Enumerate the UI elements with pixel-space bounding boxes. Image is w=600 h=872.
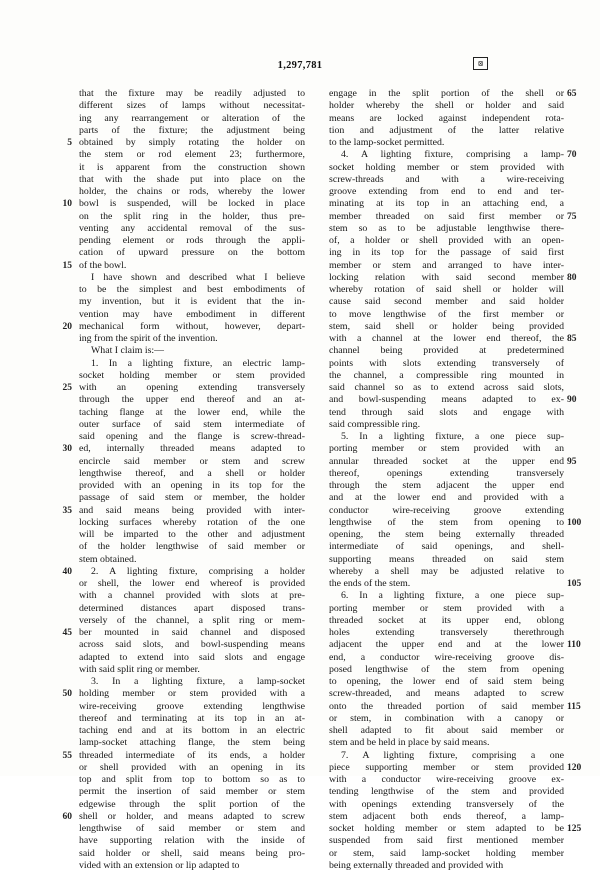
text-line: taching end and at its bottom in an electric (79, 725, 305, 736)
text-line: mechanical form without, however, depart- (79, 320, 305, 332)
line-number: 30 (62, 444, 72, 455)
text-line: and bowl-suspending means adapted to ex- (329, 394, 564, 406)
text-line: threaded socket at its upper end, oblong (329, 614, 564, 626)
text-line: stem obtained. (79, 553, 137, 565)
line-number: 65 (567, 89, 577, 99)
text-line: versely of the channel, a split ring or mem- (79, 614, 305, 626)
text-line: annular threaded socket at the upper end (329, 455, 564, 467)
text-line: channel being provided at predetermined (329, 345, 564, 357)
line-number: 45 (62, 628, 72, 638)
text-line: means are locked against independent rota- (329, 112, 564, 124)
text-line: wire-receiving groove extending lengthwise (79, 700, 305, 712)
text-line: permit the insertion of said member or stem (79, 786, 305, 798)
line-number: 25 (62, 383, 72, 393)
line-number: 20 (62, 321, 72, 332)
text-line: with a channel provided with slots at pre- (79, 590, 305, 602)
text-line: the stem or rod element 23; furthermore, (79, 149, 305, 161)
text-line: opening, the stem being externally threaded (329, 529, 564, 540)
line-number: 10 (62, 199, 72, 210)
text-line: with said split ring or member. (79, 663, 200, 675)
text-line: will be imparted to the other and adjustment (79, 529, 305, 540)
text-line: have supporting relation with the inside of (79, 835, 305, 847)
text-line: holding member or stem provided with a (79, 688, 305, 700)
text-line: my invention, but it is evident that the in- (79, 296, 305, 308)
line-number: 40 (62, 566, 72, 577)
text-line: cause said second member and said holder (329, 296, 564, 308)
line-number: 90 (567, 395, 577, 406)
text-line: holder, the chains or rods, whereby the lower (79, 186, 305, 197)
text-line: said holder or shell, said means being pro- (79, 847, 305, 859)
text-line: piece supporting member or stem provided (329, 761, 564, 773)
text-line: through the stem adjacent the upper end (329, 480, 564, 491)
line-number: 55 (62, 750, 72, 761)
text-line: thereof and terminating at its top in an at- (79, 712, 305, 724)
text-line: porting member or stem provided with a (329, 602, 564, 614)
text-line: socket holding member or stem provided with (329, 161, 564, 173)
text-line: bowl is suspended, will be locked in place (79, 198, 305, 210)
text-line: adjacent the upper end and at the lower (329, 639, 564, 651)
text-line: socket holding member or stem provided (79, 369, 305, 381)
text-line: edgewise through the split portion of the (79, 798, 305, 810)
line-number: 75 (567, 211, 577, 222)
text-line: thereof, openings extending transversely (329, 467, 564, 479)
text-line: stem and be held in place by said means. (329, 737, 490, 749)
text-line: or shell, the lower end whereof is provided (79, 578, 305, 589)
text-line: 5. In a lighting fixture, a one piece sup- (341, 431, 564, 442)
text-line: posed lengthwise of the stem from opening (329, 663, 564, 675)
text-line: on the split ring in the holder, thus pre- (79, 210, 305, 222)
text-line: to move lengthwise of the first member or (329, 308, 564, 320)
text-line: lengthwise of said member or stem and (79, 823, 305, 834)
text-line: outer surface of said stem intermediate of (79, 418, 305, 430)
text-line: screw-threaded, and means adapted to screw (329, 688, 564, 700)
line-number: 105 (567, 579, 582, 589)
text-line: with an opening extending transversely (79, 382, 305, 393)
text-line: stem so as to be adjustable lengthwise there- (329, 222, 564, 234)
line-number: 110 (567, 640, 581, 651)
text-line: or stem, in combination with a canopy or (329, 712, 564, 724)
text-line: engage in the split portion of the shell or (329, 88, 564, 99)
text-line: parts of the fixture; the adjustment being (79, 124, 305, 136)
text-line: minating at its top in an attaching end, a (329, 198, 564, 210)
text-line: lengthwise thereof, and a shell or holder (79, 467, 305, 479)
text-line: threaded intermediate of its ends, a holder (79, 749, 305, 761)
text-line: 6. In a lighting fixture, a one piece sup- (341, 590, 564, 602)
line-number: 5 (67, 138, 72, 148)
text-line: of the bowl. (79, 259, 127, 271)
text-line: whereby a shell may be adjusted relative to (329, 565, 564, 577)
text-line: adapted to extend into said slots and engage (79, 651, 305, 663)
line-number: 100 (567, 517, 582, 528)
text-line: ber mounted in said channel and disposed (79, 627, 305, 638)
text-line: end, a conductor wire-receiving groove dis- (329, 651, 564, 663)
text-line: of, a holder or shell provided with an open- (329, 235, 564, 246)
text-line: ing from the spirit of the invention. (79, 333, 218, 344)
text-line: obtained by simply rotating the holder on (79, 137, 305, 148)
text-line: vention may have embodiment in different (79, 308, 305, 320)
text-line: being externally threaded and provided with (329, 859, 504, 871)
text-line: to opening, the lower end of said stem being (329, 676, 564, 687)
right-text-column (329, 88, 564, 872)
text-line: locking surfaces whereby rotation of the one (79, 516, 305, 528)
text-line: pending element or rods through the appli- (79, 235, 305, 246)
text-line: shell adapted to fit about said member or (329, 725, 564, 736)
text-line: stem adjacent both ends thereof, a lamp- (329, 810, 564, 822)
text-line: socket holding member or stem adapted to be (329, 823, 564, 834)
left-text-column (79, 88, 305, 872)
line-number: 15 (62, 260, 72, 271)
text-line: it is apparent from the construction shown (79, 161, 305, 173)
text-line: 3. In a lighting fixture, a lamp-socket (91, 676, 305, 687)
text-line: cation of upward pressure on the bottom (79, 247, 305, 259)
text-line: tend through said slots and engage with (329, 406, 564, 418)
text-line: member or stem and arranged to have inter- (329, 259, 564, 271)
text-line: locking relation with said second member (329, 271, 564, 283)
line-number: 80 (567, 272, 577, 283)
line-number: 85 (567, 334, 577, 344)
text-line: holes extending transversely therethrough (329, 627, 564, 638)
text-line: the ends of the stem. (329, 578, 411, 589)
text-line: with openings extending transversely of the (329, 798, 564, 810)
text-line: suspended from said first mentioned member (329, 835, 564, 847)
text-line: top and split from top to bottom so as to (79, 774, 305, 785)
text-line: provided with an opening in its top for the (79, 480, 305, 491)
text-line: said channel so as to extend across said slots, (329, 382, 564, 393)
text-line: shell or holder, and means adapted to screw (79, 810, 305, 822)
text-line: and said means being provided with inter- (79, 504, 305, 516)
text-line: groove extending from end to end and ter- (329, 186, 564, 197)
text-line: stem, said shell or holder being provided (329, 320, 564, 332)
text-line: to be the simplest and best embodiments of (79, 284, 305, 295)
line-number: 125 (567, 824, 582, 834)
text-line: the channel, a compressible ring mounted in (329, 369, 564, 381)
text-line: to the lamp-socket permitted. (329, 137, 445, 148)
text-line: of the holder lengthwise of said member or (79, 541, 305, 553)
text-line: lengthwise of the stem from opening to (329, 516, 564, 528)
text-line: said opening and the flange is screw-thread- (79, 431, 305, 442)
text-line: through the upper end thereof and an at- (79, 394, 305, 406)
text-line: said compressible ring. (329, 418, 421, 430)
text-line: passage of said stem or member, the holder (79, 492, 305, 504)
text-line: venting any accidental removal of the sus- (79, 222, 305, 234)
text-line: 2. A lighting fixture, comprising a holder (91, 565, 305, 577)
line-number: 70 (567, 150, 577, 161)
text-line: lamp-socket attaching flange, the stem being (79, 737, 305, 749)
text-line: encircle said member or stem and screw (79, 455, 305, 467)
text-line: across said slots, and bowl-suspending means (79, 639, 305, 651)
text-line: 4. A lighting fixture, comprising a lamp- (341, 149, 564, 161)
text-line: conductor wire-receiving groove extending (329, 504, 564, 516)
text-line: taching flange at the lower end, while the (79, 406, 305, 418)
line-number: 35 (62, 505, 72, 516)
text-line: or shell provided with an opening in its (79, 761, 305, 773)
text-line: determined distances apart disposed trans- (79, 602, 305, 614)
text-line: screw-threads and with a wire-receiving (329, 173, 564, 185)
text-line: intermediate of said openings, and shell- (329, 541, 564, 553)
text-line: holder whereby the shell or holder and said (329, 100, 564, 112)
text-line: vided with an extension or lip adapted to (79, 859, 240, 871)
text-line: ed, internally threaded means adapted to (79, 443, 305, 455)
line-number: 60 (62, 811, 72, 822)
text-line: member threaded on said first member or (329, 210, 564, 222)
line-number: 120 (567, 762, 582, 773)
printer-mark-icon: ⊠ (473, 57, 488, 70)
line-number: 50 (62, 689, 72, 700)
text-line: ing any rearrangement or alteration of the (79, 112, 305, 124)
text-line: different sizes of lamps without necessitat- (79, 100, 305, 112)
patent-number: 1,297,781 (277, 60, 323, 71)
text-line: tion and adjustment of the latter relative (329, 124, 564, 136)
line-number: 115 (567, 701, 581, 712)
text-line: What I claim is:— (91, 345, 164, 357)
text-line: with a conductor wire-receiving groove ex- (329, 774, 564, 785)
text-line: I have shown and described what I believe (91, 271, 305, 283)
text-line: onto the threaded portion of said member (329, 700, 564, 712)
text-line: whereby rotation of said shell or holder will (329, 284, 564, 295)
text-line: tending lengthwise of the stem and provided (329, 786, 564, 798)
text-line: that the fixture may be readily adjusted to (79, 88, 305, 99)
text-line: porting member or stem provided with an (329, 443, 564, 455)
text-line: supporting means threaded on said stem (329, 553, 564, 565)
text-line: or stem, said lamp-socket holding member (329, 847, 564, 859)
text-line: 7. A lighting fixture, comprising a one (341, 749, 564, 761)
text-line: that with the shade put into place on the (79, 173, 305, 185)
text-line: and at the lower end and provided with a (329, 492, 564, 504)
line-number: 95 (567, 456, 577, 467)
text-line: ing in its top for the passage of said first (329, 247, 564, 259)
text-line: with a channel at the lower end thereof, the (329, 333, 564, 344)
text-line: points with slots extending transversely of (329, 357, 564, 369)
text-line: 1. In a lighting fixture, an electric lamp- (91, 357, 305, 369)
